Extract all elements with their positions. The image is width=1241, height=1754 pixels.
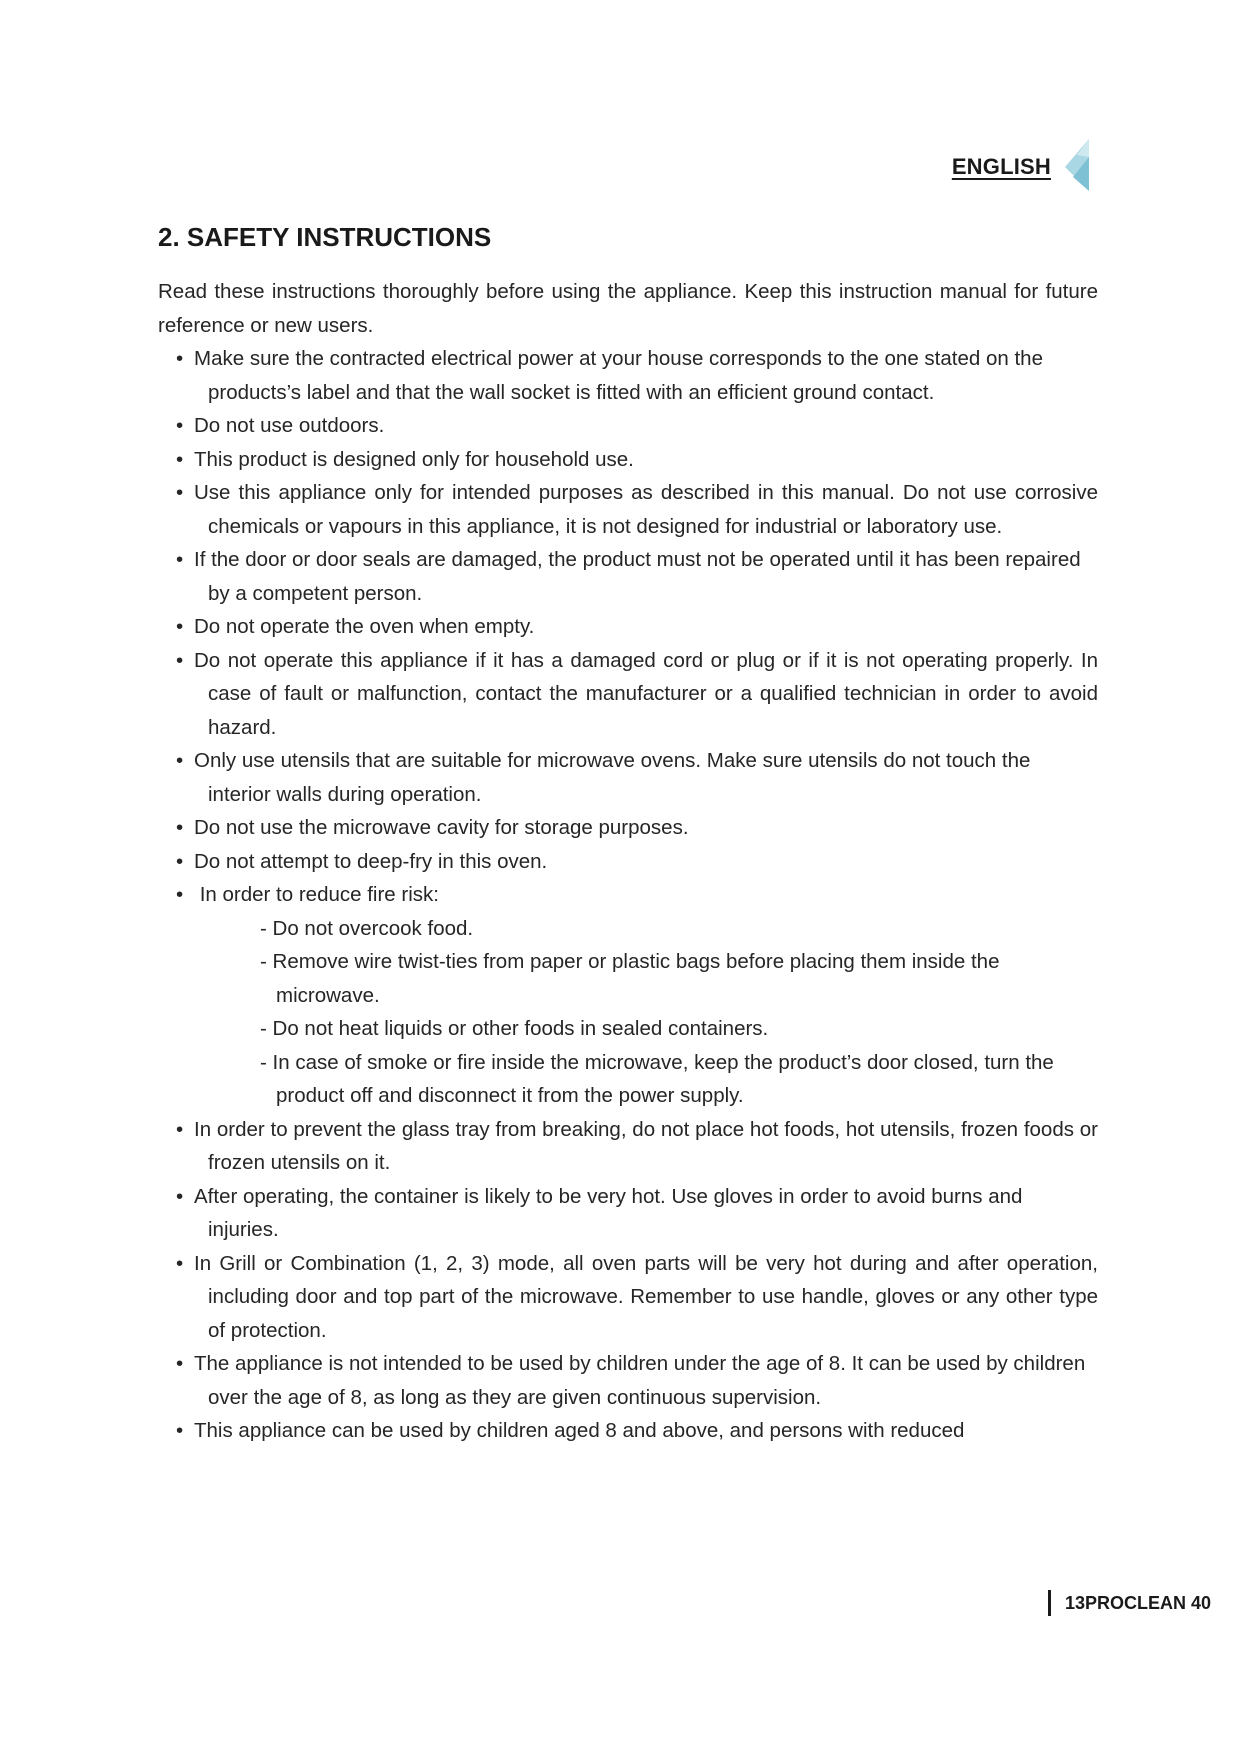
list-item: • Do not operate this appliance if it has a damaged cord or plug or if it is not operating properly. In case of fault or malfunction, contact the manufacturer or a qualified technician in order to avoid hazard. [158, 644, 1098, 745]
list-item: • In Grill or Combination (1, 2, 3) mode, all oven parts will be very hot during and after operation, including door and top part of the microwave. Remember to use handle, gloves or any other type of protection. [158, 1247, 1098, 1348]
intro-paragraph: Read these instructions thoroughly before using the appliance. Keep this instruction manual for future reference or new users. [158, 280, 1098, 337]
language-label: ENGLISH [951, 154, 1051, 179]
list-item: • After operating, the container is likely to be very hot. Use gloves in order to avoid burns and injuries. [158, 1180, 1098, 1247]
safety-instructions [158, 275, 1098, 1448]
list-item: • This appliance can be used by children aged 8 and above, and persons with reduced [158, 1414, 1098, 1448]
list-item: • Do not attempt to deep-fry in this oven. [158, 845, 1098, 879]
product-name: 13PROCLEAN 40 [1065, 1592, 1212, 1613]
list-item: • Make sure the contracted electrical power at your house corresponds to the one stated on the products’s label and that the wall socket is fitted with an efficient ground contact. [158, 342, 1098, 409]
list-item: • Do not use the microwave cavity for storage purposes. [158, 811, 1098, 845]
page-footer [1048, 1590, 1211, 1616]
fire-risk-sublist [208, 912, 1098, 1113]
sub-list-item: - Do not heat liquids or other foods in sealed containers. [208, 1012, 1098, 1046]
list-item: • Do not use outdoors. [158, 409, 1098, 443]
list-item: • In order to prevent the glass tray from breaking, do not place hot foods, hot utensils, frozen foods or frozen utensils on it. [158, 1113, 1098, 1180]
sub-list-item: - In case of smoke or fire inside the microwave, keep the product’s door closed, turn the product off and disconnect it from the power supply. [208, 1046, 1098, 1113]
list-item: • This product is designed only for household use. [158, 443, 1098, 477]
list-item: • The appliance is not intended to be used by children under the age of 8. It can be used by children over the age of 8, as long as they are given continuous supervision. [158, 1347, 1098, 1414]
sub-list-item: - Do not overcook food. [208, 912, 1098, 946]
instruction-list [158, 342, 1098, 1448]
brand-arrow-icon [1061, 137, 1095, 193]
list-item-fire-risk [158, 878, 1098, 1113]
footer-divider [1048, 1590, 1051, 1616]
list-item: • Use this appliance only for intended purposes as described in this manual. Do not use corrosive chemicals or vapours in this appliance, it is not designed for industrial or laboratory use. [158, 476, 1098, 543]
language-header [952, 141, 1095, 193]
list-item: • Do not operate the oven when empty. [158, 610, 1098, 644]
fire-risk-heading: In order to reduce fire risk: [199, 883, 439, 906]
sub-list-item: - Remove wire twist-ties from paper or plastic bags before placing them inside the microwave. [208, 945, 1098, 1012]
list-item: • If the door or door seals are damaged, the product must not be operated until it has been repaired by a competent person. [158, 543, 1098, 610]
section-title: 2. SAFETY INSTRUCTIONS [158, 222, 492, 252]
list-item: • Only use utensils that are suitable for microwave ovens. Make sure utensils do not touch the interior walls during operation. [158, 744, 1098, 811]
